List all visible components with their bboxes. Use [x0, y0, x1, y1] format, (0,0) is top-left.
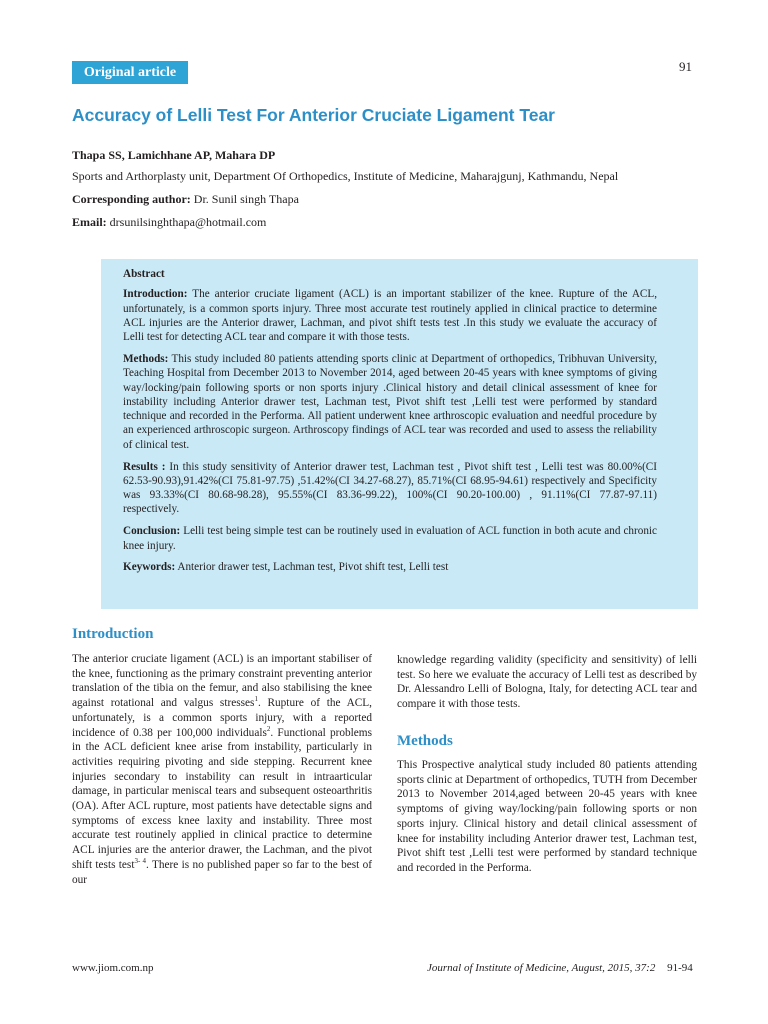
abstract-keywords [123, 560, 657, 574]
abstract-conclusion-text: Lelli test being simple test can be routinely used in evaluation of ACL function in both acute and chronic knee injury. [123, 525, 657, 552]
abstract-keywords-text: Anterior drawer test, Lachman test, Pivot shift test, Lelli test [175, 561, 449, 574]
email [72, 215, 266, 230]
introduction-text-1: The anterior cruciate ligament (ACL) is an important stabiliser of the knee, functioning as the primary constraint preventing anterior translation of the tibia on the femur, and also stabilising the knee against rotational and valgus stresses [72, 653, 372, 710]
footer-journal [427, 962, 693, 974]
introduction-paragraph [72, 652, 372, 887]
abstract-box [101, 259, 698, 609]
introduction-continued: knowledge regarding validity (specificity and sensitivity) of lelli test. So here we evaluate the accuracy of Lelli test as described by Dr. Alessandro Lelli of Bologna, Italy, for detecting ACL tear and compare it with those tests. [397, 654, 697, 711]
corresponding-author [72, 192, 299, 207]
methods-paragraph: This Prospective analytical study included 80 patients attending sports clinic at Department of orthopedics, TUTH from December 2013 to November 2014,aged between 20-45 years with knee symptoms of giving way/locking/pain following sports or non sports injury. Clinical history and detail clinical assessment of knee for instability including Anterior drawer test, Lachman test, Pivot shift test ,Lelli test were performed by standard technique and recorded in the Performa. [397, 759, 697, 874]
email-label: Email: [72, 215, 107, 229]
article-title: Accuracy of Lelli Test For Anterior Cruciate Ligament Tear [72, 105, 555, 125]
email-value: drsunilsinghthapa@hotmail.com [106, 215, 267, 229]
introduction-text-2: . Rupture of the ACL, unfortunately, is a common sports injury, with a reported incidence of 0.38 per 100,000 individuals [72, 697, 372, 739]
abstract-conclusion-label: Conclusion: [123, 525, 181, 538]
introduction-text-3: . Functional problems in the ACL deficient knee arise from instability, particularly in activities requiring pivoting and side stepping. Recurrent knee injuries secondary to instability can result in intraarticular damage, in particular meniscal tears and subsequent osteoarthritis (OA). After ACL rupture, most patients have detectable signs and symptoms of excess knee laxity and instability. Three most accurate test routinely applied in clinical practice to determine ACL injuries are the anterior drawer, the Lachman, and the pivot shift tests test [72, 726, 372, 871]
page-number: 91 [679, 59, 692, 74]
abstract-methods-text: This study included 80 patients attending sports clinic at Department of orthopedics, Tribhuvan University, Teaching Hospital from December 2013 to November 2014, aged between 20-45 years with knee symptoms of giving way/locking/pain following sports or non sports injury .Clinical history and detail clinical assessment of knee for instability including Anterior drawer test, Lachman test, Pivot shift test ,Lelli test were performed by standard technique and recorded in the Performa. All patient underwent knee arthroscopic evaluation and needful procedure by an experienced arthroscopic surgeon. Arthroscopy findings of ACL tear was recorded and used to assess the reliability of clinical test. [123, 352, 657, 451]
footer-website: www.jiom.com.np [72, 962, 154, 974]
abstract-conclusion [123, 524, 657, 553]
abstract-methods-label: Methods: [123, 352, 169, 365]
footer-page-range: 91-94 [667, 962, 693, 974]
abstract-results-text: In this study sensitivity of Anterior drawer test, Lachman test , Pivot shift test , Lelli test was 80.00%(CI 62.53-90.93),91.42%(CI 75.81-97.75) ,51.42%(CI 34.27-68.27), 85.71%(CI 68.95-94.61) respectively and Specificity was 93.33%(CI 80.68-98.28), 95.55%(CI 83.36-99.22), 100%(CI 90.20-100.00) , 91.11%(CI 77.87-97.11) respectively. [123, 460, 657, 516]
citation-ref-2: 2 [266, 724, 271, 733]
abstract-content [123, 267, 657, 582]
abstract-introduction-text: The anterior cruciate ligament (ACL) is an important stabilizer of the knee. Rupture of the ACL, unfortunately, is a common sports injury. Three most accurate test routinely applied in clinical practice to determine ACL injuries are the Anterior drawer, Lachman, and pivot shift tests test .In this study we evaluate the accuracy of Lelli test for detecting ACL tear and compare it with those tests. [123, 288, 657, 344]
abstract-introduction-label: Introduction: [123, 288, 188, 301]
citation-ref-1: 1 [254, 695, 258, 704]
abstract-results-label: Results : [123, 460, 166, 473]
citation-ref-3-4: 3- 4 [134, 857, 147, 866]
abstract-introduction [123, 287, 657, 344]
abstract-keywords-label: Keywords: [123, 561, 176, 574]
affiliation: Sports and Arthorplasty unit, Department Of Orthopedics, Institute of Medicine, Maharajgunj, Kathmandu, Nepal [72, 169, 619, 183]
authors: Thapa SS, Lamichhane AP, Mahara DP [72, 148, 276, 162]
abstract-heading: Abstract [123, 268, 165, 280]
introduction-text-4: . There is no published paper so far to the best of our [72, 858, 372, 886]
abstract-results [123, 460, 657, 517]
methods-heading: Methods [397, 733, 453, 749]
article-type-badge: Original article [72, 61, 188, 84]
footer-journal-citation: Journal of Institute of Medicine, August, 2015, 37:2 [427, 962, 656, 974]
introduction-heading: Introduction [72, 626, 154, 642]
corresponding-author-value: Dr. Sunil singh Thapa [190, 192, 299, 206]
corresponding-author-label: Corresponding author: [72, 192, 191, 206]
abstract-methods [123, 352, 657, 452]
